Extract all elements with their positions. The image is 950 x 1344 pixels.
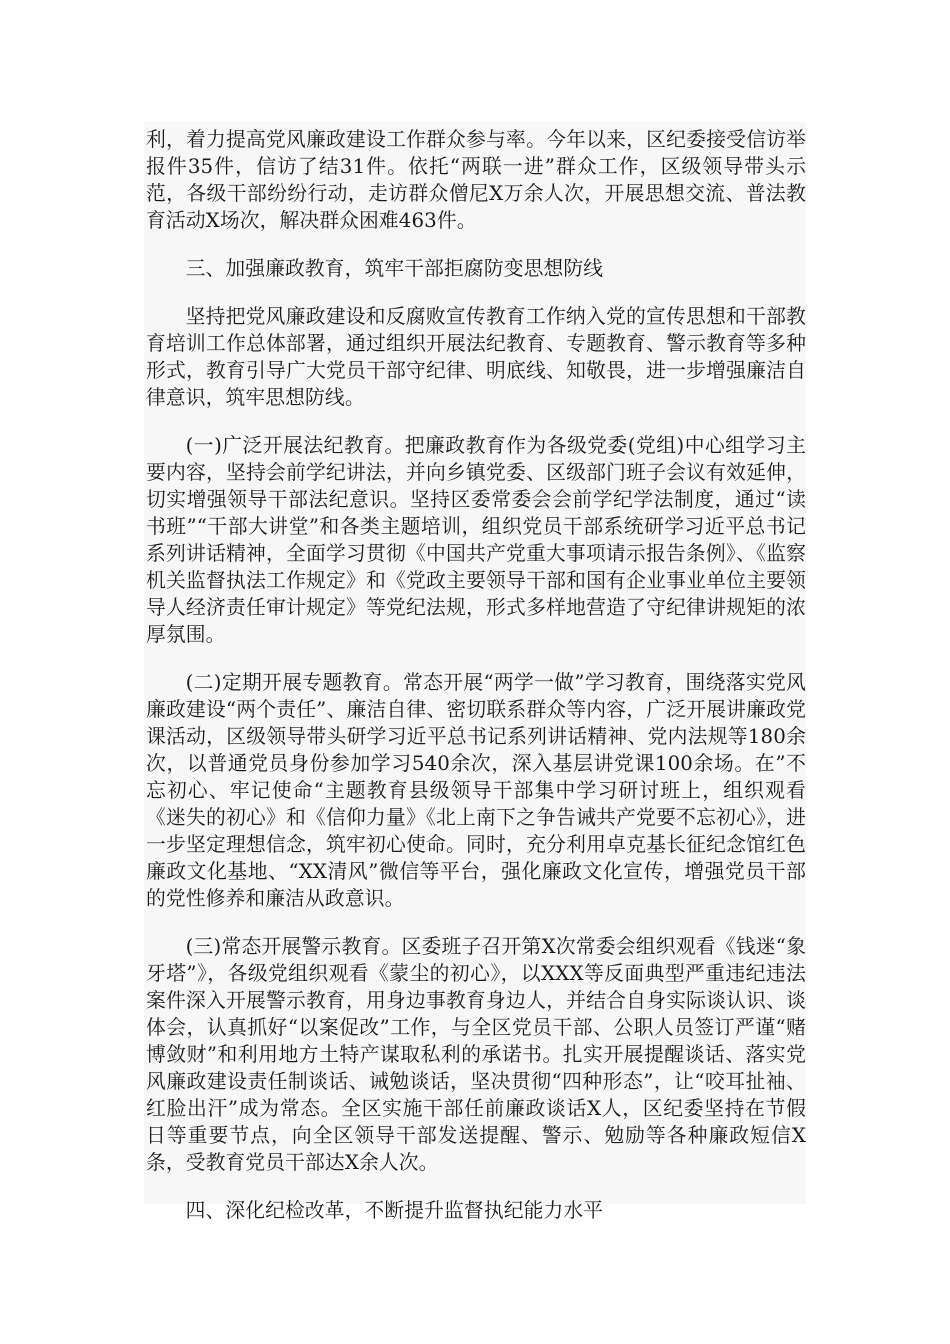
- paragraph-3: (一)广泛开展法纪教育。把廉政教育作为各级党委(党组)中心组学习主要内容，坚持会前学纪讲法，并向乡镇党委、区级部门班子会议有效延伸，切实增强领导干部法纪意识。坚持区委常委会会前学纪学法制度，通过“读书班”“干部大讲堂”和各类主题培训，组织党员干部系统研学习近平总书记系列讲话精神，全面学习贯彻《中国共产党重大事项请示报告条例》、《监察机关监督执法工作规定》和《党政主要领导干部和国有企业事业单位主要领导人经济责任审计规定》等党纪法规，形式多样地营造了守纪律讲规矩的浓厚氛围。: [146, 434, 806, 646]
- paragraph-2: 坚持把党风廉政建设和反腐败宣传教育工作纳入党的宣传思想和干部教育培训工作总体部署，通过组织开展法纪教育、专题教育、警示教育等多种形式，教育引导广大党员干部守纪律、明底线、知敬畏，进一步增强廉洁自律意识，筑牢思想防线。: [146, 305, 806, 409]
- section-heading-4: 四、深化纪检改革，不断提升监督执纪能力水平: [185, 1199, 604, 1222]
- paragraph-4: (二)定期开展专题教育。常态开展“两学一做”学习教育，围绕落实党风廉政建设“两个责任”、廉洁自律、密切联系群众等内容，广泛开展讲廉政党课活动，区级领导带头研学习近平总书记系列讲话精神、党内法规等180余次，以普通党员身份参加学习540余次，深入基层讲党课100余场。在”不忘初心、牢记使命“主题教育县级领导干部集中学习研讨班上，组织观看《迷失的初心》和《信仰力量》《北上南下之争告诫共产党要不忘初心》，进一步坚定理想信念，筑牢初心使命。同时，充分利用卓克基长征纪念馆红色廉政文化基地、“XX清风”微信等平台，强化廉政文化宣传，增强党员干部的党性修养和廉洁从政意识。: [146, 671, 806, 910]
- section-heading-3: 三、加强廉政教育，筑牢干部拒腐防变思想防线: [185, 257, 604, 280]
- paragraph-1: 利，着力提高党风廉政建设工作群众参与率。今年以来，区纪委接受信访举报件35件，信访了结31件。依托“两联一进”群众工作，区级领导带头示范，各级干部纷纷行动，走访群众僧尼X万余人次，开展思想交流、普法教育活动X场次，解决群众困难463件。: [146, 128, 806, 232]
- paragraph-5: (三)常态开展警示教育。区委班子召开第X次常委会组织观看《钱迷“象牙塔”》，各级党组织观看《蒙尘的初心》，以XXX等反面典型严重违纪违法案件深入开展警示教育，用身边事教育身边人，并结合自身实际谈认识、谈体会，认真抓好“以案促改”工作，与全区党员干部、公职人员签订严谨“赌博敛财”和利用地方土特产谋取私利的承诺书。扎实开展提醒谈话、落实党风廉政建设责任制谈话、诫勉谈话，坚决贯彻“四种形态”，让“咬耳扯袖、红脸出汗”成为常态。全区实施干部任前廉政谈话X人，区纪委坚持在节假日等重要节点，向全区领导干部发送提醒、警示、勉励等各种廉政短信X条，受教育党员干部达X余人次。: [146, 935, 806, 1174]
- document-body: [146, 126, 806, 1224]
